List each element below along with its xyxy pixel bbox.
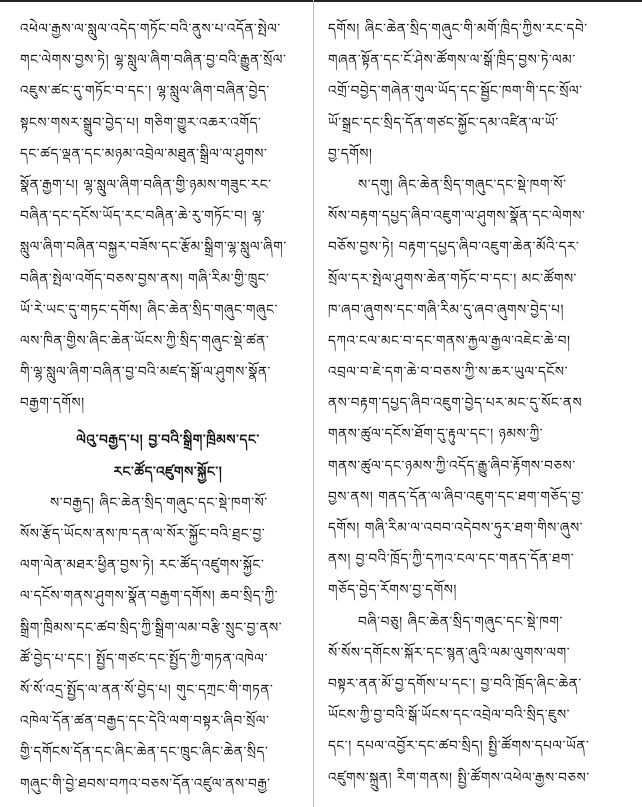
text-line: འཁེལ་དོན་ཚན་བརྒྱད་དང་དེའི་ལག་བསྟར་ཞིབ་སྲོལ་ [20, 713, 270, 730]
text-line: བྱ་དགོས། [328, 145, 373, 162]
text-line: ལ་དངོས་གནས་ཤུགས་སྣོན་བརྒྱག་དགོས། ཆབ་སྲིད་ཀྱི་ [20, 588, 279, 605]
right-paragraph-c [328, 607, 624, 794]
text-line: ཡོ་སྒྲང་དང་སྲིད་དོན་གཙང་སྐྱོང་དམ་འཛིན་ལ་ཡོ་ [328, 114, 559, 131]
text-line: འཛུགས་སྐྲུན། རིག་གནས། སྤྱི་ཚོགས་འཕེལ་རྒྱས་བཅས་ [328, 769, 590, 786]
text-line: གང་ལེགས་བྱས་ཏེ། ལྷ་སླུལ་ཞིག་བཞིན་བྱ་བའི་རྒྱུན་སྲོལ་ [20, 52, 287, 69]
text-line: སོ་སོ་འདྲ་སྤྱོད་ལ་ནན་སོ་བྱེད་པ། གུང་དཀྲང་གི་གཏན་ [20, 681, 274, 698]
text-line: བཞིན་དང་དངོས་ཡོད་རང་བཞིན་ཆེ་རུ་གཏོང་བ། ལྷ་ [20, 208, 266, 225]
text-line: དགོས། གཞི་རིམ་ལ་འབབ་འདེབས་ཧུར་ཐག་གིས་ཞུས་ [328, 520, 584, 536]
text-line: གཅོད་བྱེད་རོགས་བྱ་དགོས། [328, 582, 458, 599]
text-line: ལག་ལེན་མཐར་ཕྱིན་བྱས་ཏེ། རང་ཚོད་འཛུགས་སྐྱོང་ [20, 557, 265, 574]
chapter-heading-line-2: རང་ཚོད་འཛུགས་སྐྱོང་། [113, 463, 223, 480]
text-line: སོས་རྩོད་ཡོངས་ནས་ཁ་དན་ལ་སོར་སྐྱོང་བའི་ཐྲང་བྱ་ [20, 526, 266, 542]
right-column [328, 14, 624, 794]
text-line: སྲོལ་དར་སྤེལ་ཤུགས་ཆེན་གཏོང་བ་དང་། མང་ཚོགས་ [328, 270, 578, 287]
text-line: འབྲལ་བ་ཇེ་དག་ཆེ་བ་བཅས་ཀྱི་ས་ཆར་ཡུལ་དངོས་ [328, 364, 569, 381]
text-line: གནས་ཚུལ་དངོས་ཐོག་དུ་རྟུལ་དང་། ཉམས་ཀྱི་ [328, 426, 544, 443]
left-paragraph-a [20, 14, 316, 419]
text-line: ས་བརྒྱད། ཞིང་ཆེན་སྲིད་གཞུང་དང་སྡེ་ཁག་སོ་ [50, 494, 268, 511]
left-column [20, 14, 316, 800]
text-line: སྟངས་གསར་སྒྲུབ་བྱེད་པ། གཅིག་གྱུར་འཆར་འགོད་ [20, 114, 262, 131]
text-line: གཞན་སྟོན་དང་ངོ་ཤེས་ཚོགས་ལ་སྒོ་ཁྲིད་བྱས་ཏེ་ལམ་ [328, 52, 576, 69]
top-rule [0, 0, 642, 2]
text-line: གི་ལྷ་སླུལ་ཞིག་བཞིན་བྱ་བའི་མཛད་སྒོ་ལ་ཤུགས་སྣོན་ [20, 364, 271, 381]
text-line: བྱས་ནས། གནད་དོན་ལ་ཞིབ་འཇུག་དང་ཐག་གཅོད་བྱ་ [328, 488, 585, 505]
text-line: ཡོངས་ཀྱི་བྱ་བའི་སྒོ་ཡོངས་དང་འབྲེལ་བའི་སྲིད་ཇུས་ [328, 707, 571, 724]
text-line: འཕེལ་རྒྱས་ལ་སླུལ་འདེད་གཏོང་བའི་ནུས་པ་འདོན་སྤེལ་ [20, 21, 281, 37]
text-line: སྣོན་རྒྱག་པ། ལྷ་སླུལ་ཞིག་བཞིན་གྱི་ཉམས་གཟུང་རང་ [20, 176, 272, 193]
text-line: གྱི་དགོངས་དོན་དང་ཞིང་ཆེན་དང་ཁྲུང་ཞིང་ཆེན་སྲིད་ [20, 744, 269, 761]
text-line: ཡོ་རེ་ཡང་དུ་གཏང་དགོས། ཞིང་ཆེན་སྲིད་གཞུང་གཞུང་ [20, 301, 278, 318]
text-line: ནས་བརྟག་དཔྱད་ཞིབ་འཇུག་བྱེད་པར་མང་དུ་སོང་ནས [328, 395, 583, 412]
text-line: ལས་ཁིན་གྱིས་ཞིང་ཆེན་ཡོངས་ཀྱི་སྲིད་གཞུང་སྡེ་ཚན་ [20, 332, 270, 349]
text-line: བརྒྱག་དགོས། [20, 395, 85, 412]
text-line: དང་། དཔལ་འབྱོར་དང་ཚབ་སྲིད། སྤྱི་ཚོགས་དཔལ་ཡོན་ [328, 738, 590, 755]
text-line: གནས་ཚུལ་དང་ཉམས་ཀྱི་འདོད་རྒྱུ་ཞིབ་རྟོགས་བཅས་ [328, 457, 576, 474]
right-paragraph-b [328, 170, 624, 607]
text-line: འཇུས་ཚང་དུ་གཏོང་བ་དང་། ལྷ་སླུལ་ཞིག་བཞིན་བྱེད་ [20, 83, 270, 100]
text-line: ཚོ་བྱེད་པ་དང་། སྤྱོད་གཙང་དང་སྤྱོད་ཀྱི་གཏན་འཁེལ་ [20, 650, 268, 667]
text-line: བཞིན་སྤེལ་འགོད་བཅས་བྱས་ནས། གཞི་རིམ་གྱི་ཁྲུང་ [20, 270, 270, 287]
text-line: སོས་བརྟག་དཔྱད་ཞིབ་འཇུག་ལ་ཤུགས་སྣོན་དང་ལེགས་ [328, 208, 586, 225]
chapter-heading-line-1: ལེའུ་བརྒྱད་པ། བྱ་བའི་སྒྲིག་ཁྲིམས་དང་ [76, 432, 260, 449]
text-line: ས་དགུ། ཞིང་ཆེན་སྲིད་གཞུང་དང་སྡེ་ཁག་སོ་ [358, 176, 567, 193]
text-line: སླུལ་ཞིག་བཞིན་བསྐྱར་བཟོས་དང་རྩོམ་སྒྲིག་ལྷ་སླུལ་ཞིག་ [20, 239, 287, 256]
text-line: འགྲོ་བབྱེད་གཞེན་གུལ་ཡོད་དང་སྦྱོང་ཁག་གི་དང་སྲོལ་ [328, 83, 583, 100]
text-line: དང་ཚད་ལྡན་དང་མཉམ་འབྲེལ་མཐུན་སྒྲིལ་ལ་ཤུགས་ [20, 145, 268, 162]
text-line: སྒྲིག་ཁྲིམས་དང་ཚབ་སྲིད་ཀྱི་སྒྲིག་ལམ་བརྩི་སྲུང་བྱ་ནས་ [20, 619, 283, 636]
left-paragraph-b [20, 488, 316, 800]
right-paragraph-a [328, 14, 624, 170]
text-line: སོ་སོས་དགོངས་སྐོར་དང་སྙན་ཞུའི་ལམ་ལུགས་ལག་ [328, 644, 571, 661]
text-line: གཞུང་གི་བྱེ་ཐབས་བཀའ་བཅས་དོན་འཛུལ་ནས་བརྒྱ་ [20, 775, 271, 792]
text-line: ནས། བྱ་བའི་ཁྲོད་ཀྱི་དཀའ་ངལ་དང་གནད་དོན་ཐག་ [328, 551, 575, 568]
text-line: ཁ་ཞབ་ཞུགས་དང་གཞི་རིམ་དུ་ཞབ་ཞུགས་བྱེད་པ། [328, 301, 565, 318]
text-line: བཅོས་བྱས་ཏེ། བརྟག་དཔྱད་ཞིབ་འཇུག་ཆེན་མོའི་དར་ [328, 239, 580, 256]
text-line: དཀའ་ངལ་མང་བ་དང་གནས་རྐྱལ་རྒྱལ་འཇེང་ཆེ་བ། [328, 332, 571, 349]
text-line: དགོས། ཞིང་ཆེན་སྲིད་གཞུང་གི་མགོ་ཁྲིད་ཀྱིས་རང་དབེ་ [328, 21, 588, 37]
text-line: བསྟར་ནན་མོ་བྱ་དགོས་པ་དང་། བྱ་བའི་ཁྲོད་ཞིང་ཆེན་ [328, 675, 582, 692]
text-line: བཞི་བཅུ། ཞིང་ཆེན་སྲིད་གཞུང་དང་སྡེ་ཁག་ [358, 613, 563, 630]
